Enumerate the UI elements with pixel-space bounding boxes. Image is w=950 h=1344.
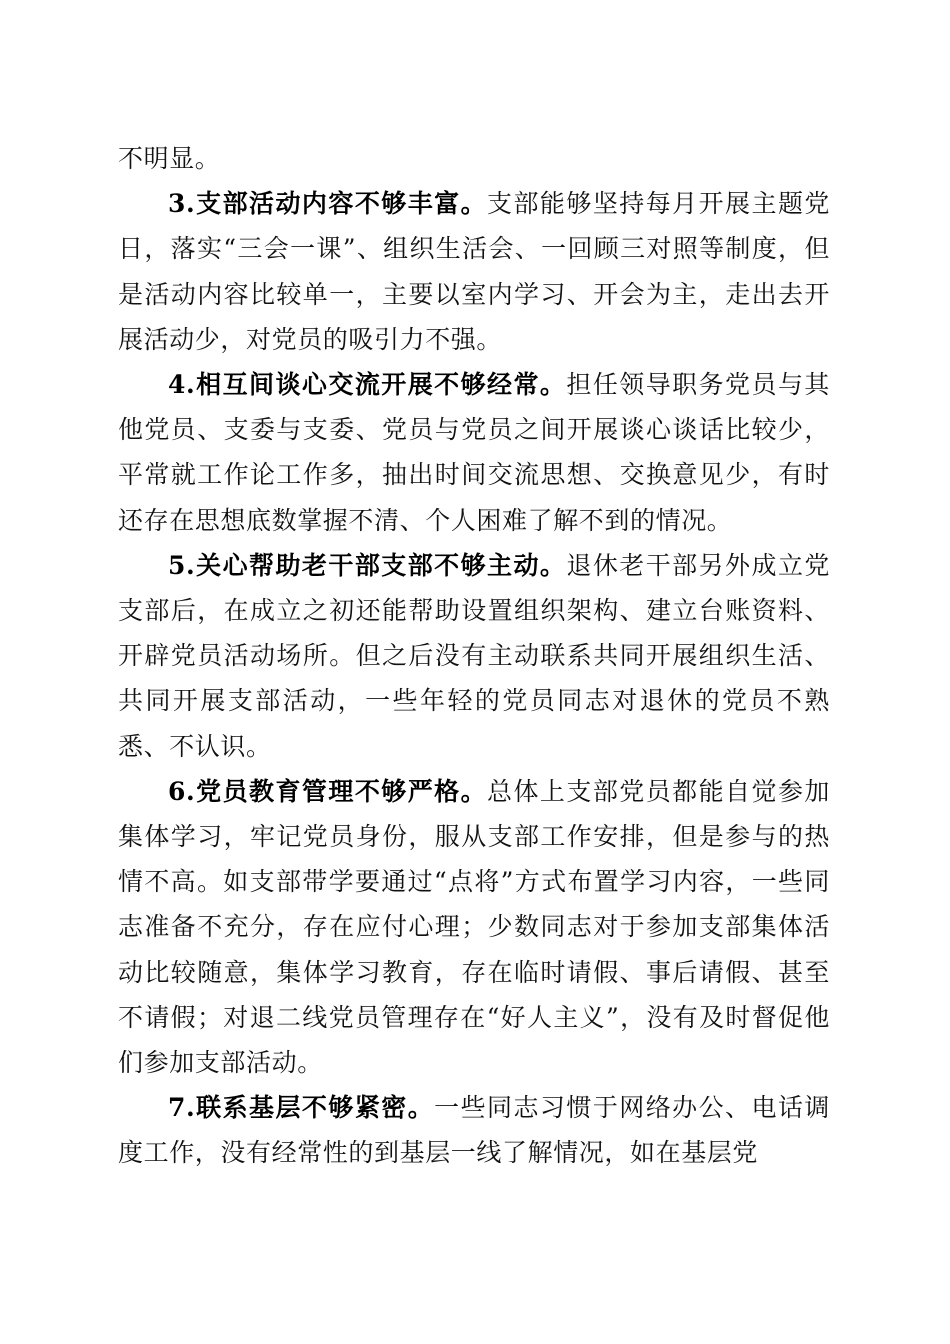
paragraph-body: 退休老干部另外成立党支部后，在成立之初还能帮助设置组织架构、建立台账资料、开辟党员活动场所。但之后没有主动联系共同开展组织生活、共同开展支部活动，一些年轻的党员同志对退休的党员不熟悉、不认识。 (118, 550, 830, 761)
paragraph-heading: 5.关心帮助老干部支部不够主动。 (168, 550, 567, 580)
paragraph-body: 不明显。 (118, 144, 221, 173)
paragraph-item-3 (118, 181, 830, 362)
paragraph-item-7 (118, 1085, 830, 1175)
paragraph-continuation (118, 136, 830, 181)
paragraph-body: 支部能够坚持每月开展主题党日，落实“三会一课”、组织生活会、一回顾三对照等制度，但是活动内容比较单一，主要以室内学习、开会为主，走出去开展活动少，对党员的吸引力不强。 (118, 189, 830, 354)
paragraph-heading: 7.联系基层不够紧密。 (168, 1093, 435, 1123)
paragraph-item-4 (118, 362, 830, 543)
paragraph-heading: 6.党员教育管理不够严格。 (168, 776, 488, 806)
paragraph-body: 一些同志习惯于网络办公、电话调度工作，没有经常性的到基层一线了解情况，如在基层党 (118, 1093, 830, 1168)
paragraph-heading: 4.相互间谈心交流开展不够经常。 (168, 370, 567, 400)
paragraph-item-5 (118, 543, 830, 769)
paragraph-body: 担任领导职务党员与其他党员、支委与支委、党员与党员之间开展谈心谈话比较少，平常就工作论工作多，抽出时间交流思想、交换意见少，有时还存在思想底数掌握不清、个人困难了解不到的情况。 (118, 370, 830, 535)
paragraph-heading: 3.支部活动内容不够丰富。 (168, 189, 488, 219)
paragraph-body: 总体上支部党员都能自觉参加集体学习，牢记党员身份，服从支部工作安排，但是参与的热情不高。如支部带学要通过“点将”方式布置学习内容，一些同志准备不充分，存在应付心理；少数同志对于参加支部集体活动比较随意，集体学习教育，存在临时请假、事后请假、甚至不请假；对退二线党员管理存在“好人主义”，没有及时督促他们参加支部活动。 (118, 776, 830, 1078)
document-page (118, 136, 830, 1176)
paragraph-item-6 (118, 769, 830, 1085)
